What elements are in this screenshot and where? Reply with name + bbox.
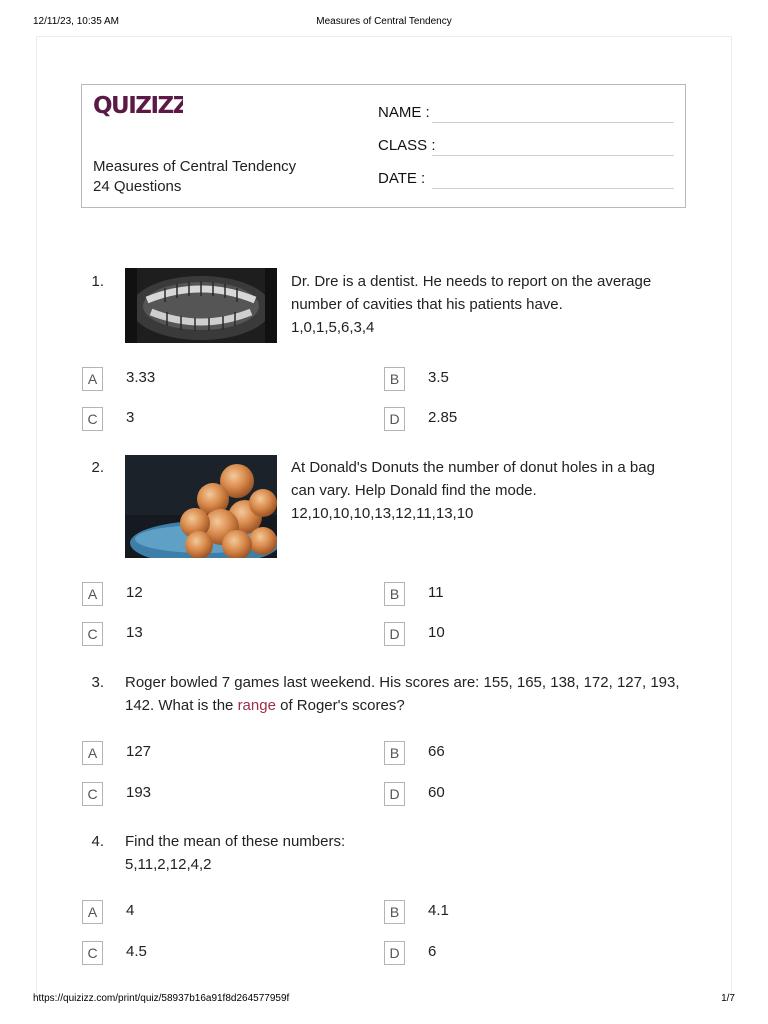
question-text-line bbox=[125, 694, 705, 717]
option-letter-box[interactable]: B bbox=[384, 367, 405, 391]
date-label: DATE : bbox=[378, 170, 426, 187]
option-value: 3.5 bbox=[428, 369, 449, 386]
question-text-fragment: 142. What is the bbox=[125, 697, 238, 714]
option-value: 12 bbox=[126, 584, 143, 601]
option-value: 127 bbox=[126, 743, 152, 760]
question-text-line: number of cavities that his patients have. bbox=[291, 296, 563, 313]
option-letter-box[interactable]: D bbox=[384, 407, 405, 431]
option-letter-box[interactable]: D bbox=[384, 622, 405, 646]
name-field[interactable] bbox=[378, 101, 674, 125]
svg-text:QUIZIZZ: QUIZIZZ bbox=[93, 93, 183, 119]
quizizz-logo-icon bbox=[93, 91, 183, 119]
question-text-line: Roger bowled 7 games last weekend. His scores are: 155, 165, 138, 172, 127, 193, bbox=[125, 674, 680, 691]
option-letter-box[interactable]: C bbox=[82, 782, 103, 806]
option-value: 6 bbox=[428, 943, 437, 960]
quiz-title: Measures of Central Tendency bbox=[93, 158, 297, 175]
option-value: 4 bbox=[126, 902, 135, 919]
date-field[interactable] bbox=[378, 167, 674, 191]
option-value: 10 bbox=[428, 624, 445, 641]
print-url[interactable]: https://quizizz.com/print/quiz/58937b16a91f8d264577959f bbox=[33, 993, 290, 1004]
question-text-line: 1,0,1,5,6,3,4 bbox=[291, 319, 375, 336]
name-label: NAME : bbox=[378, 104, 430, 121]
question-number: 4. bbox=[91, 833, 104, 850]
option-value: 193 bbox=[126, 784, 152, 801]
option-letter-box[interactable]: C bbox=[82, 407, 103, 431]
question-text-line: Find the mean of these numbers: bbox=[125, 833, 346, 850]
option-letter-box[interactable]: A bbox=[82, 900, 103, 924]
option-value: 13 bbox=[126, 624, 143, 641]
print-datetime: 12/11/23, 10:35 AM bbox=[33, 16, 119, 27]
class-line[interactable] bbox=[432, 155, 674, 156]
option-letter-box[interactable]: A bbox=[82, 367, 103, 391]
option-value: 3 bbox=[126, 409, 135, 426]
question-text-fragment: of Roger's scores? bbox=[275, 697, 405, 714]
question-text-line: 5,11,2,12,4,2 bbox=[125, 856, 212, 873]
option-value: 4.1 bbox=[428, 902, 449, 919]
question-text-line: 12,10,10,10,13,12,11,13,10 bbox=[291, 505, 474, 522]
option-value: 3.33 bbox=[126, 369, 156, 386]
page-number: 1/7 bbox=[721, 993, 735, 1004]
option-letter-box[interactable]: B bbox=[384, 741, 405, 765]
quiz-header-box bbox=[81, 84, 686, 208]
option-value: 4.5 bbox=[126, 943, 147, 960]
highlighted-term-range: range bbox=[237, 697, 276, 714]
question-text bbox=[291, 456, 691, 525]
print-header bbox=[0, 16, 768, 36]
class-field[interactable] bbox=[378, 134, 674, 158]
question-number: 1. bbox=[91, 273, 104, 290]
option-letter-box[interactable]: C bbox=[82, 941, 103, 965]
option-value: 11 bbox=[428, 584, 444, 601]
question-text bbox=[125, 830, 525, 876]
print-title: Measures of Central Tendency bbox=[316, 16, 452, 27]
question-count: 24 Questions bbox=[93, 178, 182, 195]
option-value: 66 bbox=[428, 743, 445, 760]
question-text-line: Dr. Dre is a dentist. He needs to report on the average bbox=[291, 273, 652, 290]
donut-holes-image bbox=[125, 455, 277, 558]
option-letter-box[interactable]: B bbox=[384, 582, 405, 606]
print-footer bbox=[0, 993, 768, 1013]
class-label: CLASS : bbox=[378, 137, 436, 154]
option-letter-box[interactable]: A bbox=[82, 582, 103, 606]
dental-xray-image bbox=[125, 268, 277, 343]
name-line[interactable] bbox=[432, 122, 674, 123]
option-letter-box[interactable]: C bbox=[82, 622, 103, 646]
option-letter-box[interactable]: D bbox=[384, 941, 405, 965]
option-letter-box[interactable]: B bbox=[384, 900, 405, 924]
quizizz-logo bbox=[93, 91, 183, 126]
question-text-line: can vary. Help Donald find the mode. bbox=[291, 482, 537, 499]
option-letter-box[interactable]: A bbox=[82, 741, 103, 765]
date-line[interactable] bbox=[432, 188, 674, 189]
question-text bbox=[125, 671, 705, 717]
option-value: 60 bbox=[428, 784, 445, 801]
question-text-line: At Donald's Donuts the number of donut holes in a bag bbox=[291, 459, 655, 476]
option-value: 2.85 bbox=[428, 409, 458, 426]
question-number: 2. bbox=[91, 459, 104, 476]
question-number: 3. bbox=[91, 674, 104, 691]
question-text bbox=[291, 270, 691, 339]
option-letter-box[interactable]: D bbox=[384, 782, 405, 806]
